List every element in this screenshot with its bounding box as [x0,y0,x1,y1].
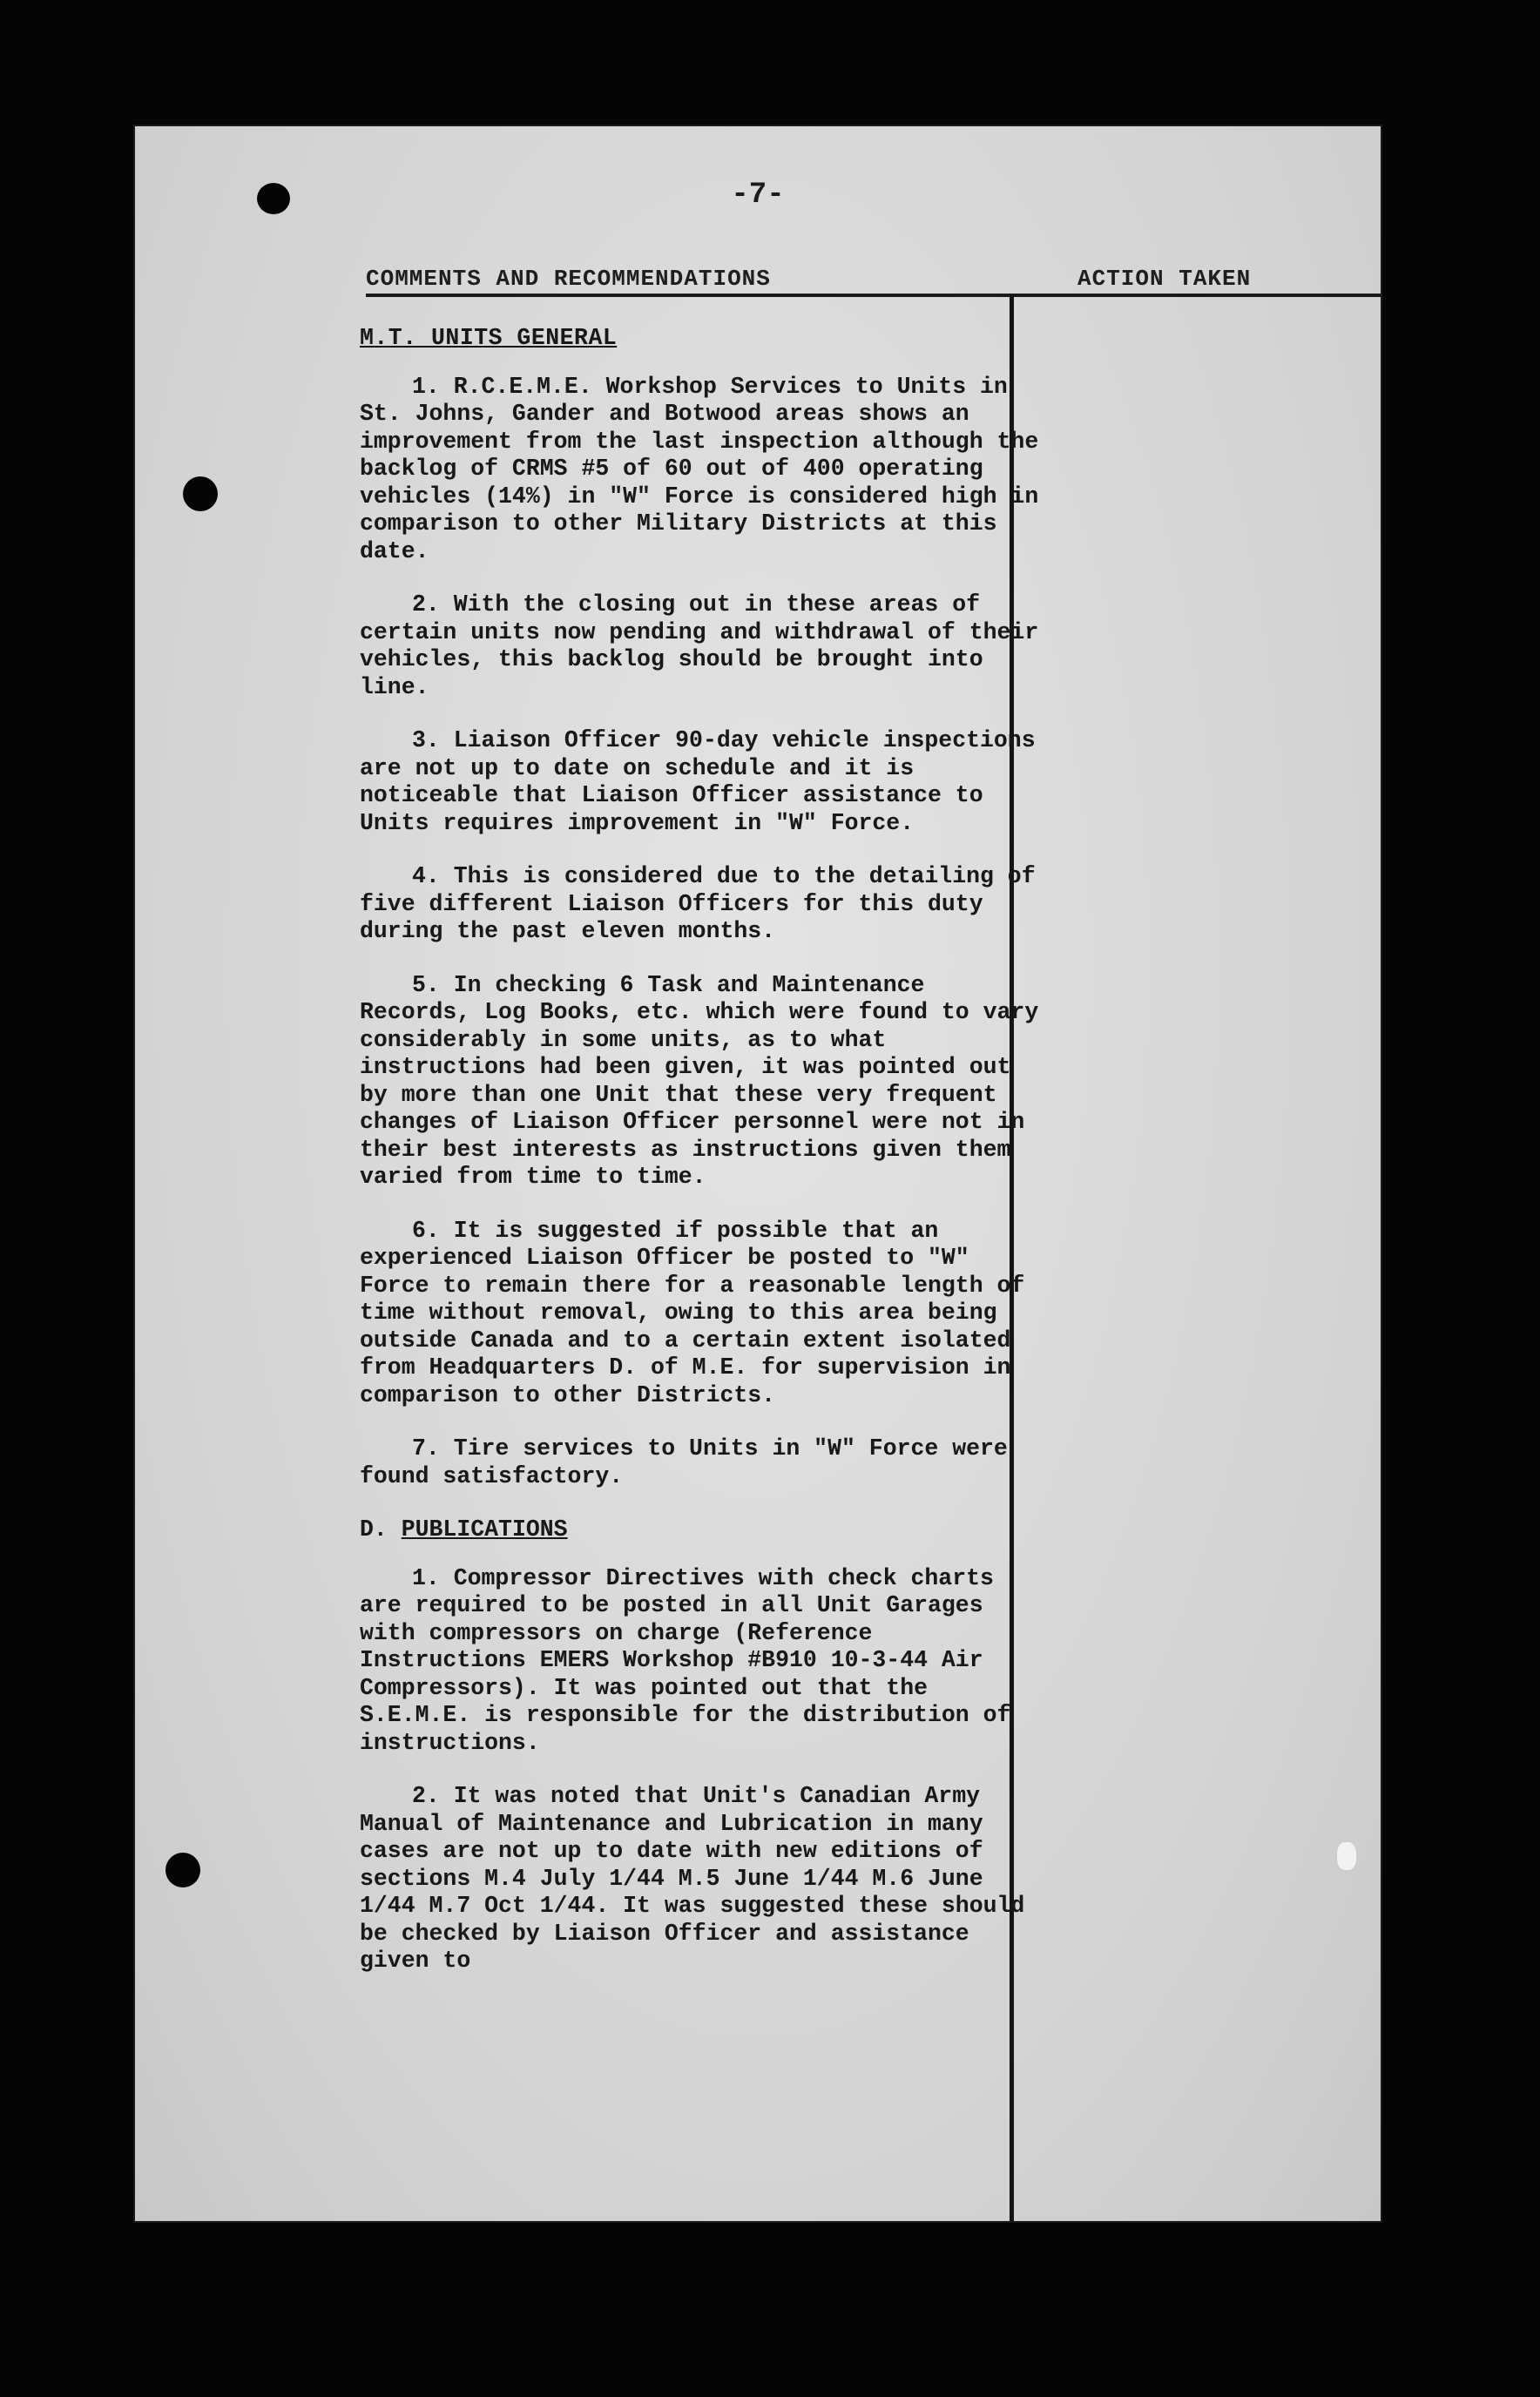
section-heading-mt-units: M.T. UNITS GENERAL [360,325,618,351]
header-rule [366,294,1381,297]
section-heading-publications [360,1516,1039,1544]
column-header-action-taken: ACTION TAKEN [1077,266,1252,292]
punch-hole-bottom [165,1853,200,1887]
comments-column [360,325,1039,2002]
paragraph-pub-1: 1. Compressor Directives with check charts are required to be posted in all Unit Garages with compressors on charge (Reference Instructions EMERS Workshop #B910 10-3-44 Air Compressors). It was pointed out that the S.E.M.E. is responsible for the distribution of instructions. [360,1564,1011,1756]
paragraph-mt-3: 3. Liaison Officer 90-day vehicle inspections are not up to date on schedule and it is noticeable that Liaison Officer assistance to Units requires improvement in "W" Force. [360,727,1036,836]
paragraph-mt-5: 5. In checking 6 Task and Maintenance Records, Log Books, etc. which were found to vary considerably in some units, as to what instructions had been given, it was pointed out by more than one Unit that these very frequent changes of Liaison Officer personnel were not in their best interests as instructions given them varied from time to time. [360,971,1039,1190]
paragraph-mt-7: 7. Tire services to Units in "W" Force were found satisfactory. [360,1435,1008,1489]
paragraph-mt-2: 2. With the closing out in these areas of certain units now pending and withdrawal of their vehicles, this backlog should be brought into line. [360,591,1039,700]
paragraph-mt-6: 6. It is suggested if possible that an experienced Liaison Officer be posted to "W" Force to remain there for a reasonable length of time without removal, owing to this area being outside Canada and to a certain extent isolated from Headquarters D. of M.E. for supervision in comparison to other Districts. [360,1217,1025,1408]
column-header-comments: COMMENTS AND RECOMMENDATIONS [366,266,771,292]
action-taken-column [1017,300,1374,2217]
document-page [135,126,1381,2221]
paragraph-mt-1: 1. R.C.E.M.E. Workshop Services to Units in St. Johns, Gander and Botwood areas shows an improvement from the last inspection although the backlog of CRMS #5 of 60 out of 400 operating vehicles (14%) in "W" Force is considered high in comparison to other Military Districts at this date. [360,373,1039,564]
punch-hole-middle [183,476,218,511]
paragraph-pub-2: 2. It was noted that Unit's Canadian Army Manual of Maintenance and Lubrication in many cases are not up to date with new editions of sections M.4 July 1/44 M.5 June 1/44 M.6 June 1/44 M.7 Oct 1/44. It was suggested these should be checked by Liaison Officer and assistance given to [360,1783,1025,1974]
page-number: -7- [731,179,785,212]
section-letter: D. [360,1516,388,1543]
section-title: PUBLICATIONS [401,1516,568,1543]
paragraph-mt-4: 4. This is considered due to the detailing of five different Liaison Officers for this duty during the past eleven months. [360,863,1036,944]
